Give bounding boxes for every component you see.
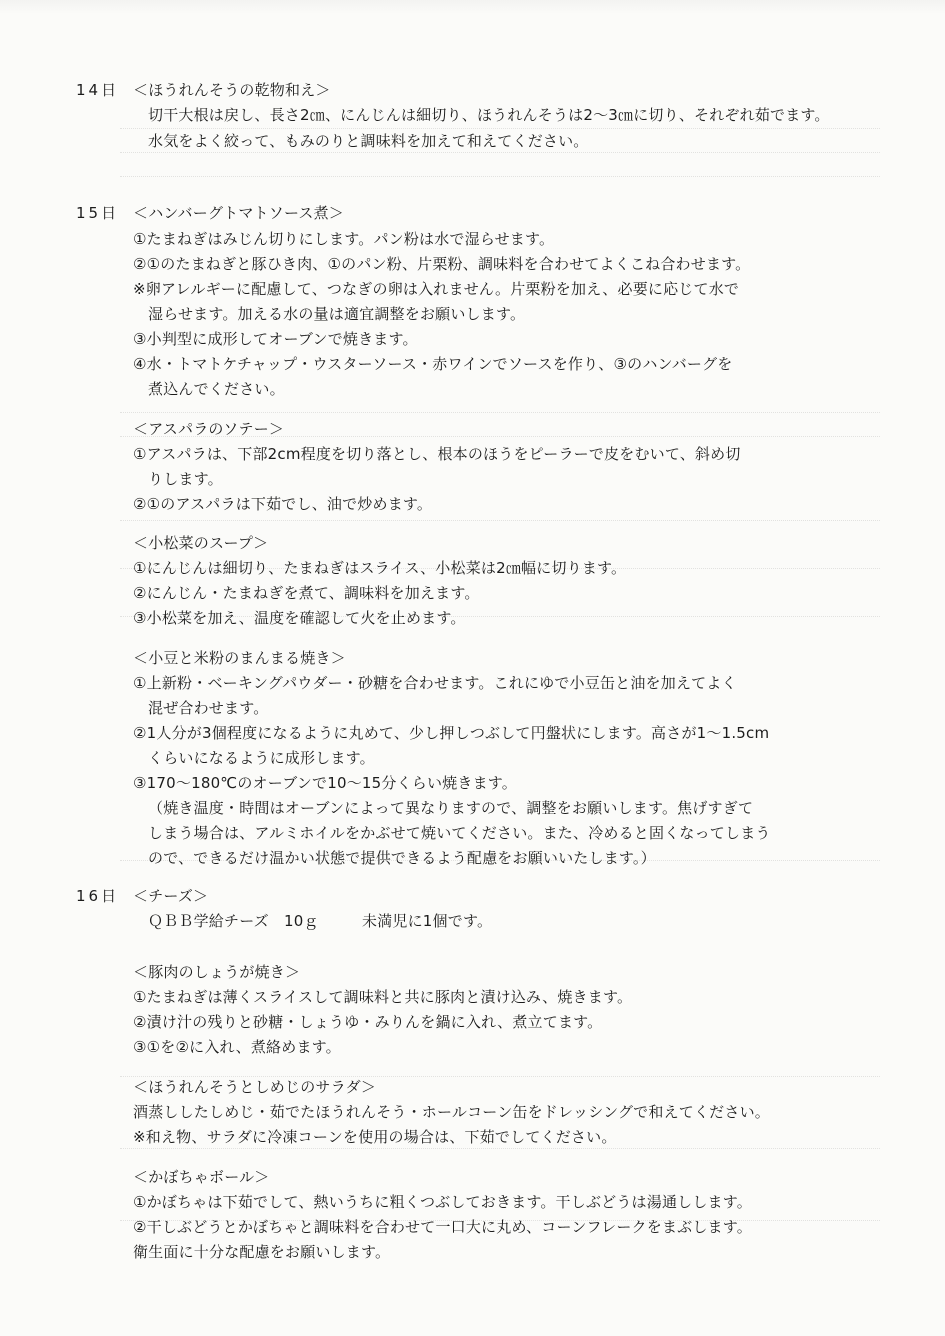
recipe-note: （焼き温度・時間はオーブンによって異なりますので、調整をお願いします。焦げすぎて xyxy=(148,799,754,817)
recipe-title-mamemaru: ＜小豆と米粉のまんまる焼き＞ xyxy=(133,649,346,667)
recipe-line: 衛生面に十分な配慮をお願いします。 xyxy=(133,1243,391,1261)
recipe-line: ②1人分が3個程度になるように丸めて、少し押しつぶして円盤状にします。高さが1～1.5cm xyxy=(133,724,770,742)
recipe-line: 切干大根は戻し、長さ2㎝、にんじんは細切り、ほうれんそうは2～3㎝に切り、それぞれ茹でます。 xyxy=(148,106,830,124)
recipe-line: ③170～180℃のオーブンで10～15分くらい焼きます。 xyxy=(133,774,517,792)
day-14-label: 14日 xyxy=(76,81,120,99)
recipe-line: ③小松菜を加え、温度を確認して火を止めます。 xyxy=(133,609,466,627)
recipe-title-pumpkin-ball: ＜かぼちゃボール＞ xyxy=(133,1168,270,1186)
show-through-line xyxy=(120,152,880,161)
day-15-label: 15日 xyxy=(76,204,120,222)
recipe-note: しまう場合は、アルミホイルをかぶせて焼いてください。また、冷めると固くなってしまう xyxy=(148,824,771,842)
recipe-title-spinach-dried: ＜ほうれんそうの乾物和え＞ xyxy=(133,81,331,99)
recipe-line: ①たまねぎはみじん切りにします。パン粉は水で湿らせます。 xyxy=(133,230,555,248)
recipe-line: ①かぼちゃは下茹でして、熱いうちに粗くつぶしておきます。干しぶどうは湯通しします。 xyxy=(133,1193,752,1211)
recipe-line: 酒蒸ししたしめじ・茹でたほうれんそう・ホールコーン缶をドレッシングで和えてください。 xyxy=(133,1103,770,1121)
recipe-note: ※卵アレルギーに配慮して、つなぎの卵は入れません。片栗粉を加え、必要に応じて水で xyxy=(133,280,740,298)
recipe-line: ③小判型に成形してオーブンで焼きます。 xyxy=(133,330,418,348)
recipe-line: ②①のたまねぎと豚ひき肉、①のパン粉、片栗粉、調味料を合わせてよくこね合わせます。 xyxy=(133,255,751,273)
show-through-line xyxy=(120,176,880,185)
show-through-line xyxy=(120,520,880,529)
recipe-title-asparagus: ＜アスパラのソテー＞ xyxy=(133,420,285,438)
recipe-line: ①たまねぎは薄くスライスして調味料と共に豚肉と漬け込み、焼きます。 xyxy=(133,988,633,1006)
recipe-title-spinach-shimeji-salad: ＜ほうれんそうとしめじのサラダ＞ xyxy=(133,1078,377,1096)
recipe-line: ①にんじんは細切り、たまねぎはスライス、小松菜は2㎝幅に切ります。 xyxy=(133,559,627,577)
recipe-note: ※和え物、サラダに冷凍コーンを使用の場合は、下茹でしてください。 xyxy=(133,1128,617,1146)
show-through-line xyxy=(120,1148,880,1157)
recipe-line: ②漬け汁の残りと砂糖・しょうゆ・みりんを鍋に入れ、煮立てます。 xyxy=(133,1013,603,1031)
recipe-line: ①アスパラは、下部2cm程度を切り落とし、根本のほうをピーラーで皮をむいて、斜め切 xyxy=(133,445,741,463)
recipe-title-cheese: ＜チーズ＞ xyxy=(133,887,209,905)
day-16-label: 16日 xyxy=(76,887,120,905)
recipe-title-ginger-pork: ＜豚肉のしょうが焼き＞ xyxy=(133,963,301,981)
recipe-note: ので、できるだけ温かい状態で提供できるよう配慮をお願いいたします。） xyxy=(148,849,656,867)
recipe-line: ②干しぶどうとかぼちゃと調味料を合わせて一口大に丸め、コーンフレークをまぶします。 xyxy=(133,1218,752,1236)
recipe-title-komatsuna-soup: ＜小松菜のスープ＞ xyxy=(133,534,269,552)
recipe-line: ＱＢＢ学給チーズ 10ｇ xyxy=(148,912,319,930)
recipe-line: 煮込んでください。 xyxy=(148,380,285,398)
recipe-note: 未満児に1個です。 xyxy=(362,912,493,930)
recipe-line: 水気をよく絞って、もみのりと調味料を加えて和えてください。 xyxy=(148,132,589,150)
recipe-line: 混ぜ合わせます。 xyxy=(148,699,269,717)
recipe-line: ③①を②に入れ、煮絡めます。 xyxy=(133,1038,341,1056)
recipe-line: ②にんじん・たまねぎを煮て、調味料を加えます。 xyxy=(133,584,480,602)
recipe-note: 湿らせます。加える水の量は適宜調整をお願いします。 xyxy=(148,305,526,323)
recipe-line: ②①のアスパラは下茹でし、油で炒めます。 xyxy=(133,495,433,513)
recipe-line: りします。 xyxy=(148,470,223,488)
recipe-line: くらいになるように成形します。 xyxy=(148,749,375,767)
recipe-line: ①上新粉・ベーキングパウダー・砂糖を合わせます。これにゆで小豆缶と油を加えてよく xyxy=(133,674,737,692)
recipe-title-hamburg: ＜ハンバーグトマトソース煮＞ xyxy=(133,204,345,222)
recipe-line: ④水・トマトケチャップ・ウスターソース・赤ワインでソースを作り、③のハンバーグを xyxy=(133,355,733,373)
